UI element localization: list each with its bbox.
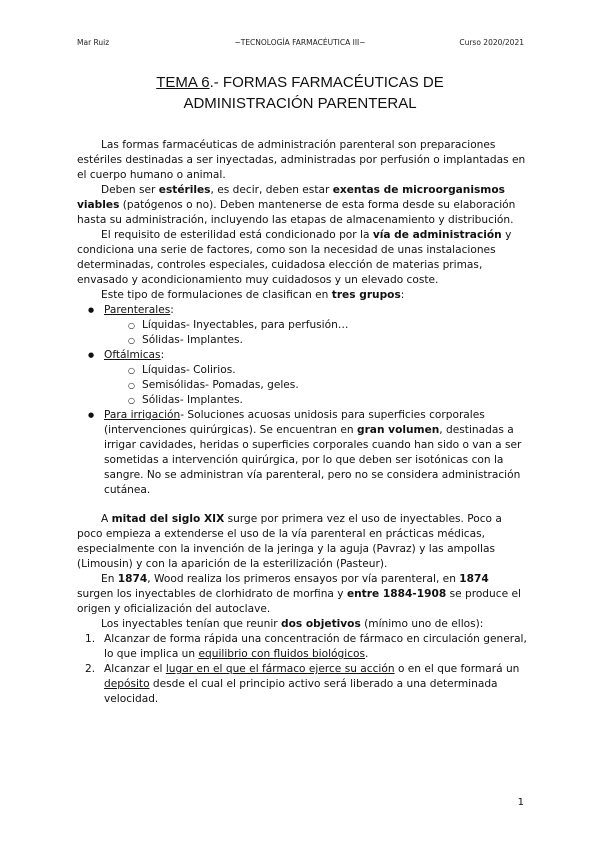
sub-list-item: ○ Sólidas- Implantes. [77, 393, 527, 408]
objectives-list [77, 632, 527, 707]
page-title [0, 72, 600, 114]
paragraph-sterile: Deben ser estériles, es decir, deben estar exentas de microorganismos viables (patógenos o no). Deben mantenerse de esta forma desde su elaboración hasta su administración, incluyendo las etapas de almacenamiento y distribución. [77, 184, 516, 226]
bold-term: gran volumen [356, 424, 440, 436]
paragraph-requirement: El requisito de esterilidad está condicionado por la vía de administración y condiciona una serie de factores, como son la necesidad de unas instalaciones determinadas, controles especiales, cuidadosa elección de materias primas, envasado y acondicionamiento muy cuidadosos y un elevado coste. [77, 229, 512, 286]
paragraph-intro: Las formas farmacéuticas de administración parenteral son preparaciones estériles destinadas a ser inyectadas, administradas por perfusión o implantadas en el cuerpo humano o animal. [77, 139, 526, 181]
bold-term: entre 1884-1908 [346, 588, 447, 600]
title-topic: TEMA 6 [156, 74, 210, 91]
bold-term: vía de administración [372, 229, 502, 241]
paragraph-history: A mitad del siglo XIX surge por primera vez el uso de inyectables. Poco a poco empieza a extenderse el uso de la vía parenteral en prácticas médicas, especialmente con la invención de la jeringa y la aguja (Pavraz) y las ampollas (Limousin) y con la aparición de la esterilización (Pasteur). [77, 513, 502, 570]
list-item: ● Parenterales: [77, 303, 527, 318]
list-item: 2. Alcanzar el lugar en el que el fármaco ejerce su acción o en el que formará un depósito desde el cual el principio activo será liberado a una determinada velocidad. [85, 663, 520, 705]
sub-list-item: ○ Sólidas- Implantes. [77, 333, 527, 348]
document-body [77, 138, 527, 707]
bold-term: mitad del siglo XIX [111, 513, 225, 525]
list-item: ● Para irrigación- Soluciones acuosas unidosis para superficies corporales (intervenciones quirúrgicas). Se encuentran en gran volumen, destinadas a irrigar cavidades, heridas o superficies corporales cuando han sido o van a ser sometidas a intervención quirúrgica, por lo que deben ser isotónicas con la sangre. No se administran vía parenteral, pero no se considera administración cutánea. [77, 408, 527, 498]
header-subject: ~TECNOLOGÍA FARMACÉUTICA III~ [234, 38, 366, 47]
bold-term: estériles [158, 184, 211, 196]
sub-list-item: ○ Semisólidas- Pomadas, geles. [77, 378, 527, 393]
paragraph-wood: En 1874, Wood realiza los primeros ensayos por vía parenteral, en 1874 surgen los inyectables de clorhidrato de morfina y entre 1884-1908 se produce el origen y oficialización del autoclave. [77, 573, 521, 615]
paragraph-objectives: Los inyectables tenían que reunir dos objetivos (mínimo uno de ellos): [101, 618, 484, 630]
sub-list-item: ○ Líquidas- Inyectables, para perfusión… [77, 318, 527, 333]
bold-term: 1874 [459, 573, 489, 585]
paragraph-groups: Este tipo de formulaciones de clasifican en tres grupos: [101, 289, 405, 301]
header-course: Curso 2020/2021 [459, 38, 524, 47]
title-line2: ADMINISTRACIÓN PARENTERAL [183, 95, 417, 112]
bold-term: 1874 [117, 573, 148, 585]
page-number: 1 [517, 797, 524, 808]
bold-term: exentas de microorganismos viables [77, 184, 505, 211]
list-item: ● Oftálmicas: [77, 348, 527, 363]
sub-list-item: ○ Líquidas- Colirios. [77, 363, 527, 378]
list-item: 1. Alcanzar de forma rápida una concentración de fármaco en circulación general, lo que implica un equilibrio con fluidos biológicos. [85, 633, 527, 660]
groups-list [77, 303, 527, 498]
header-author: Mar Ruiz [77, 38, 110, 47]
title-line1: .- FORMAS FARMACÉUTICAS DE [209, 74, 444, 91]
bold-term: tres grupos [331, 289, 401, 301]
bold-term: dos objetivos [281, 618, 361, 630]
